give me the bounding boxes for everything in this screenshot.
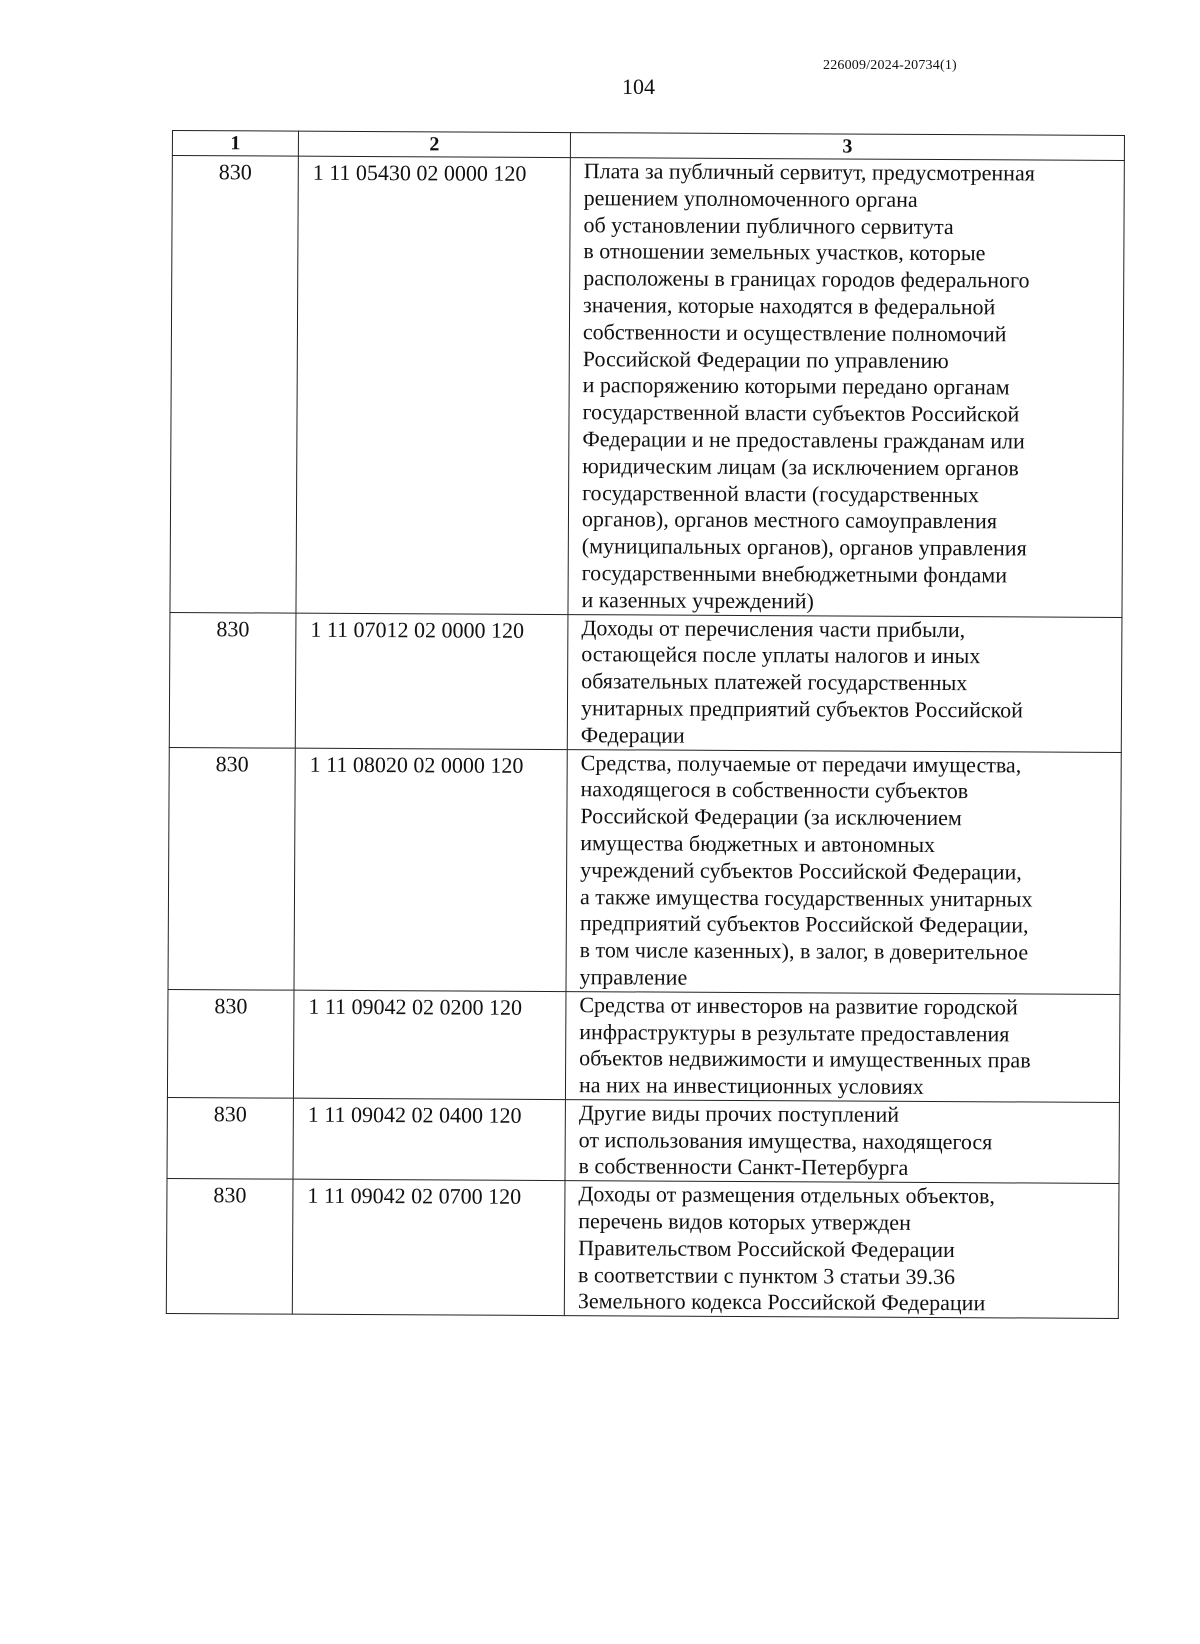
description-line: Доходы от перечисления части прибыли, bbox=[581, 614, 966, 642]
admin-code-cell: 830 bbox=[167, 989, 294, 1098]
description-line: государственной власти (государственных bbox=[582, 479, 980, 507]
description-line: Федерации bbox=[580, 721, 685, 748]
budget-code-cell: 1 11 09042 02 0200 120 bbox=[293, 990, 566, 1100]
description-line: Российской Федерации (за исключением bbox=[580, 803, 962, 831]
admin-code-cell: 830 bbox=[170, 156, 298, 613]
description-line: государственной власти субъектов Российской bbox=[582, 399, 1020, 427]
revenue-description-cell bbox=[566, 749, 1121, 994]
admin-code-cell: 830 bbox=[167, 1097, 293, 1179]
description-line: учреждений субъектов Российской Федерации, bbox=[580, 856, 1022, 885]
table-row bbox=[167, 989, 1120, 1102]
table-body bbox=[166, 156, 1124, 1319]
budget-code-cell: 1 11 07012 02 0000 120 bbox=[295, 613, 568, 749]
description-line: объектов недвижимости и имущественных прав bbox=[579, 1045, 1031, 1073]
description-line: от использования имущества, находящегося bbox=[578, 1126, 993, 1154]
description-line: собственности и осуществление полномочий bbox=[582, 318, 1007, 347]
revenue-description-cell bbox=[565, 1099, 1119, 1183]
description-line: Правительством Российской Федерации bbox=[578, 1235, 955, 1262]
description-line: государственными внебюджетными фондами bbox=[581, 560, 1008, 588]
revenue-description-cell bbox=[568, 158, 1124, 617]
description-line: юридическим лицам (за исключением органов bbox=[582, 452, 1019, 481]
description-line: значения, которые находятся в федеральной bbox=[583, 292, 996, 320]
page-number: 104 bbox=[622, 74, 655, 99]
description-line: Средства, получаемые от передачи имущества, bbox=[580, 749, 1022, 777]
description-line: расположены в границах городов федерального bbox=[583, 265, 1030, 293]
table-row bbox=[170, 156, 1124, 618]
admin-code-cell: 830 bbox=[168, 747, 295, 990]
description-line: Плата за публичный сервитут, предусмотренная bbox=[583, 158, 1035, 186]
budget-code-cell: 1 11 09042 02 0700 120 bbox=[292, 1179, 565, 1315]
column-header-1: 1 bbox=[172, 131, 298, 157]
description-line: Доходы от размещения отдельных объектов, bbox=[578, 1181, 995, 1209]
document-id: 226009/2024-20734(1) bbox=[823, 58, 957, 73]
description-line: инфраструктуры в результате предоставления bbox=[579, 1018, 1010, 1046]
table-row bbox=[168, 747, 1121, 994]
description-line: в соответствии с пунктом 3 статьи 39.36 bbox=[577, 1261, 956, 1289]
description-line: предприятий субъектов Российской Федерации, bbox=[579, 910, 1029, 938]
description-line: органов), органов местного самоуправления bbox=[581, 506, 998, 534]
description-line: об установлении публичного сервитута bbox=[583, 211, 954, 239]
description-line: и распоряжению которыми передано органам bbox=[582, 372, 1010, 400]
description-line: Федерации и не предоставлены гражданам или bbox=[582, 426, 1025, 454]
description-line: обязательных платежей государственных bbox=[581, 668, 968, 696]
description-line: в отношении земельных участков, которые bbox=[583, 238, 986, 266]
description-line: в собственности Санкт-Петербурга bbox=[578, 1153, 909, 1181]
description-line: Земельного кодекса Российской Федерации bbox=[577, 1288, 986, 1316]
description-line: Российской Федерации по управлению bbox=[582, 345, 949, 373]
description-line: Другие виды прочих поступлений bbox=[578, 1100, 900, 1127]
revenue-description-cell bbox=[564, 1181, 1119, 1319]
revenue-description-cell bbox=[567, 614, 1122, 752]
revenue-codes-table bbox=[166, 130, 1125, 1319]
revenue-description-cell bbox=[565, 991, 1120, 1102]
description-line: а также имущества государственных унитарных bbox=[579, 883, 1033, 912]
description-line: и казенных учреждений) bbox=[581, 586, 814, 614]
admin-code-cell: 830 bbox=[169, 612, 296, 748]
description-line: на них на инвестиционных условиях bbox=[578, 1072, 924, 1100]
budget-code-cell: 1 11 05430 02 0000 120 bbox=[296, 156, 570, 614]
admin-code-cell: 830 bbox=[166, 1179, 293, 1315]
description-line: (муниципальных органов), органов управления bbox=[581, 533, 1027, 561]
budget-code-cell: 1 11 09042 02 0400 120 bbox=[293, 1098, 565, 1181]
table-row bbox=[169, 612, 1122, 752]
description-line: остающейся после уплаты налогов и иных bbox=[581, 641, 981, 669]
table-row bbox=[167, 1097, 1119, 1183]
table-row bbox=[166, 1179, 1119, 1319]
column-header-3: 3 bbox=[570, 133, 1124, 161]
budget-code-cell: 1 11 08020 02 0000 120 bbox=[294, 748, 567, 992]
description-line: управление bbox=[579, 964, 688, 990]
column-header-2: 2 bbox=[298, 131, 570, 157]
description-line: унитарных предприятий субъектов Российской bbox=[580, 695, 1024, 723]
description-line: в том числе казенных), в залог, в доверительное bbox=[579, 937, 1029, 965]
description-line: имущества бюджетных и автономных bbox=[580, 830, 936, 857]
description-line: решением уполномоченного органа bbox=[583, 184, 918, 212]
description-line: перечень видов которых утвержден bbox=[578, 1208, 911, 1235]
description-line: Средства от инвесторов на развитие городской bbox=[579, 991, 1018, 1020]
description-line: находящегося в собственности субъектов bbox=[580, 776, 969, 804]
